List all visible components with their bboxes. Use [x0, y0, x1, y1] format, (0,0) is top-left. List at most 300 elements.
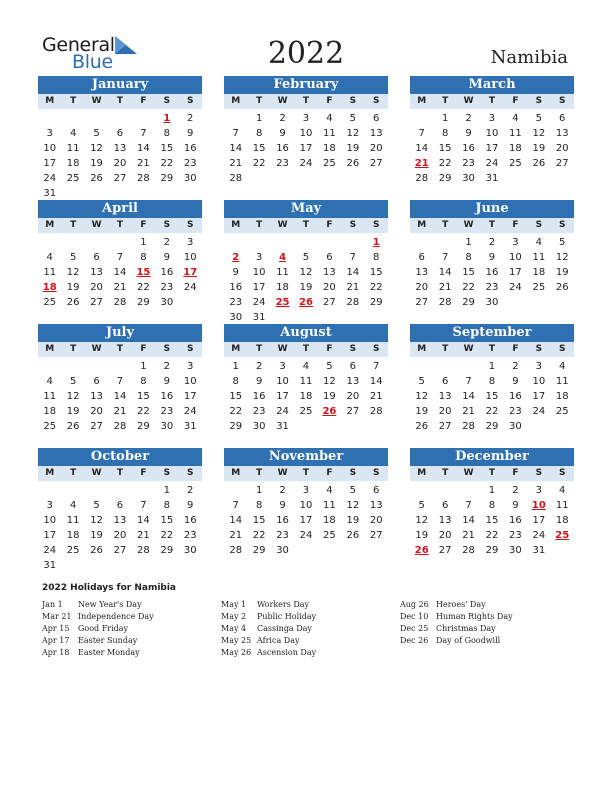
- day-cell: 14: [462, 391, 475, 402]
- month-december: [410, 448, 574, 558]
- empty-cell: [38, 111, 61, 126]
- day-cell: 22: [160, 158, 174, 169]
- weekday-label: F: [326, 468, 333, 478]
- day-cell: 3: [488, 113, 496, 124]
- holiday-item: [42, 611, 222, 623]
- month-september: [410, 324, 574, 434]
- day-cell: 15: [369, 267, 383, 278]
- empty-cell: [38, 359, 61, 374]
- holiday-name: Public Holiday: [257, 612, 317, 621]
- day-grid: [224, 235, 388, 325]
- day-cell: 31: [43, 560, 57, 571]
- day-cell: 29: [485, 545, 499, 556]
- weekday-label: F: [140, 96, 147, 106]
- holiday-date: May 1: [221, 600, 247, 609]
- day-cell: 2: [512, 485, 519, 496]
- month-title: July: [38, 324, 202, 342]
- day-cell: 22: [369, 282, 383, 293]
- empty-cell: [247, 235, 270, 250]
- day-cell: 14: [137, 143, 150, 154]
- weekday-label: S: [559, 468, 566, 478]
- day-grid: [224, 483, 388, 558]
- day-cell: 17: [299, 143, 313, 154]
- weekday-label: F: [140, 220, 147, 230]
- day-cell: 3: [187, 361, 194, 372]
- holiday-name: Christmas Day: [436, 624, 496, 633]
- empty-cell: [132, 483, 155, 498]
- month-november: [224, 448, 388, 558]
- day-cell: 6: [349, 361, 356, 372]
- weekday-label: T: [256, 96, 263, 106]
- empty-cell: [61, 235, 84, 250]
- day-cell: 24: [299, 530, 313, 541]
- holiday-item: [221, 647, 401, 659]
- day-cell: 29: [137, 297, 150, 308]
- day-cell: 23: [229, 297, 243, 308]
- holiday-day: 21: [414, 158, 429, 169]
- holiday-name: Day of Goodwill: [436, 636, 501, 645]
- holiday-item: [42, 599, 222, 611]
- day-cell: 7: [418, 128, 425, 139]
- empty-cell: [457, 483, 480, 498]
- weekday-label: T: [442, 96, 449, 106]
- day-cell: 5: [93, 500, 100, 511]
- day-cell: 27: [346, 406, 360, 417]
- weekday-label: F: [140, 468, 147, 478]
- empty-cell: [294, 235, 317, 250]
- day-cell: 30: [485, 297, 499, 308]
- day-cell: 28: [137, 545, 150, 556]
- empty-cell: [457, 359, 480, 374]
- day-cell: 7: [373, 361, 380, 372]
- weekday-label: S: [373, 468, 380, 478]
- day-cell: 8: [163, 128, 170, 139]
- day-cell: 10: [276, 376, 289, 387]
- day-cell: 30: [229, 312, 243, 323]
- day-cell: 22: [438, 158, 452, 169]
- day-cell: 27: [323, 297, 336, 308]
- weekday-label: W: [277, 468, 288, 478]
- day-cell: 12: [346, 500, 360, 511]
- day-cell: 12: [90, 515, 103, 526]
- day-cell: 12: [532, 128, 546, 139]
- day-grid: [38, 359, 202, 434]
- day-cell: 3: [46, 128, 53, 139]
- holiday-name: Easter Sunday: [78, 636, 138, 645]
- day-cell: 2: [465, 113, 472, 124]
- day-cell: 26: [90, 545, 103, 556]
- day-cell: 18: [323, 515, 336, 526]
- day-cell: 1: [163, 485, 170, 496]
- weekday-label: F: [512, 96, 519, 106]
- day-cell: 24: [509, 282, 522, 293]
- day-cell: 9: [488, 252, 496, 263]
- day-cell: 15: [485, 515, 499, 526]
- day-cell: 15: [229, 391, 243, 402]
- day-cell: 24: [485, 158, 499, 169]
- day-cell: 9: [187, 500, 194, 511]
- day-cell: 11: [43, 391, 57, 402]
- holiday-date: Dec 25: [400, 624, 429, 633]
- day-cell: 25: [43, 297, 57, 308]
- day-cell: 26: [90, 173, 103, 184]
- day-cell: 8: [373, 252, 380, 263]
- empty-cell: [410, 359, 433, 374]
- day-cell: 28: [415, 173, 429, 184]
- day-cell: 6: [116, 128, 124, 139]
- weekday-header: [224, 218, 388, 233]
- day-cell: 22: [137, 406, 150, 417]
- holiday-date: Mar 21: [42, 612, 72, 621]
- day-cell: 18: [66, 530, 80, 541]
- holiday-item: [400, 611, 580, 623]
- day-cell: 17: [276, 391, 289, 402]
- day-cell: 17: [183, 391, 197, 402]
- day-cell: 25: [299, 406, 313, 417]
- day-cell: 7: [349, 252, 356, 263]
- day-cell: 30: [462, 173, 475, 184]
- day-cell: 15: [462, 267, 475, 278]
- day-cell: 28: [137, 173, 150, 184]
- day-cell: 16: [509, 515, 522, 526]
- day-cell: 20: [438, 406, 452, 417]
- day-cell: 25: [555, 406, 569, 417]
- holiday-name: Africa Day: [257, 636, 300, 645]
- day-cell: 25: [323, 530, 336, 541]
- day-cell: 11: [555, 500, 569, 511]
- holiday-date: May 25: [221, 636, 252, 645]
- day-cell: 22: [160, 530, 174, 541]
- day-cell: 7: [232, 128, 239, 139]
- day-cell: 21: [346, 282, 360, 293]
- weekday-label: T: [488, 344, 496, 354]
- day-cell: 4: [559, 361, 566, 372]
- holiday-date: Jan 1: [42, 600, 63, 609]
- day-cell: 18: [299, 391, 313, 402]
- weekday-label: M: [231, 220, 241, 230]
- weekday-header: [224, 94, 388, 109]
- day-cell: 6: [326, 252, 333, 263]
- day-cell: 15: [485, 391, 499, 402]
- day-cell: 5: [69, 376, 77, 387]
- day-cell: 24: [532, 406, 546, 417]
- holiday-day: 1: [163, 113, 171, 124]
- day-cell: 12: [66, 267, 80, 278]
- country-name: Namibia: [490, 47, 568, 68]
- weekday-label: F: [512, 344, 519, 354]
- day-cell: 11: [299, 376, 313, 387]
- day-cell: 27: [369, 158, 383, 169]
- day-cell: 23: [183, 530, 197, 541]
- day-cell: 13: [346, 376, 360, 387]
- day-cell: 12: [555, 252, 569, 263]
- month-title: April: [38, 200, 202, 218]
- day-cell: 15: [252, 515, 266, 526]
- day-cell: 22: [252, 530, 266, 541]
- empty-cell: [433, 235, 456, 250]
- day-cell: 16: [462, 143, 475, 154]
- day-cell: 6: [93, 252, 100, 263]
- day-cell: 31: [276, 421, 289, 432]
- day-cell: 1: [255, 485, 263, 496]
- holiday-day: 25: [275, 297, 290, 308]
- day-cell: 23: [183, 158, 197, 169]
- day-cell: 15: [160, 143, 174, 154]
- day-cell: 9: [512, 500, 519, 511]
- day-cell: 17: [252, 282, 266, 293]
- day-cell: 20: [323, 282, 336, 293]
- holiday-column: [221, 599, 401, 659]
- day-cell: 21: [462, 530, 475, 541]
- day-cell: 21: [369, 391, 383, 402]
- day-cell: 14: [113, 391, 127, 402]
- day-cell: 30: [509, 421, 522, 432]
- weekday-label: T: [116, 96, 124, 106]
- day-cell: 30: [160, 421, 174, 432]
- weekday-label: S: [373, 96, 380, 106]
- day-cell: 16: [485, 267, 499, 278]
- day-cell: 13: [323, 267, 336, 278]
- empty-cell: [61, 111, 84, 126]
- holidays-title: 2022 Holidays for Namibia: [42, 583, 177, 593]
- empty-cell: [271, 235, 294, 250]
- day-cell: 22: [137, 282, 150, 293]
- weekday-label: T: [302, 468, 310, 478]
- weekday-header: [38, 466, 202, 481]
- empty-cell: [132, 111, 155, 126]
- day-cell: 1: [465, 237, 472, 248]
- weekday-header: [224, 466, 388, 481]
- weekday-label: M: [45, 344, 55, 354]
- day-cell: 12: [415, 515, 429, 526]
- weekday-label: M: [45, 96, 55, 106]
- day-cell: 2: [255, 361, 263, 372]
- day-cell: 12: [415, 391, 429, 402]
- day-cell: 19: [532, 143, 546, 154]
- day-cell: 15: [137, 391, 150, 402]
- weekday-label: W: [463, 96, 474, 106]
- day-cell: 29: [160, 545, 174, 556]
- weekday-label: M: [231, 96, 241, 106]
- day-cell: 31: [183, 421, 197, 432]
- day-cell: 3: [302, 113, 310, 124]
- day-cell: 17: [485, 143, 499, 154]
- day-cell: 26: [66, 421, 80, 432]
- day-cell: 23: [160, 282, 174, 293]
- day-cell: 21: [462, 406, 475, 417]
- day-cell: 5: [349, 113, 356, 124]
- day-cell: 19: [346, 143, 360, 154]
- day-cell: 7: [465, 500, 472, 511]
- weekday-label: S: [349, 468, 357, 478]
- holiday-day: 25: [555, 530, 570, 541]
- holiday-name: New Year's Day: [78, 600, 142, 609]
- day-cell: 21: [113, 282, 127, 293]
- day-cell: 4: [69, 128, 77, 139]
- day-cell: 19: [299, 282, 313, 293]
- weekday-label: S: [535, 344, 543, 354]
- weekday-header: [410, 94, 574, 109]
- holiday-date: Aug 26: [400, 600, 429, 609]
- weekday-label: T: [116, 344, 124, 354]
- day-cell: 22: [462, 282, 475, 293]
- weekday-label: T: [256, 468, 263, 478]
- weekday-label: F: [326, 220, 333, 230]
- weekday-label: M: [417, 468, 427, 478]
- empty-cell: [108, 483, 131, 498]
- day-cell: 16: [509, 391, 522, 402]
- day-cell: 17: [299, 515, 313, 526]
- day-cell: 14: [369, 376, 383, 387]
- day-cell: 11: [323, 128, 336, 139]
- holiday-day: 17: [183, 267, 198, 278]
- day-cell: 30: [160, 297, 174, 308]
- weekday-header: [410, 466, 574, 481]
- day-cell: 1: [232, 361, 239, 372]
- day-cell: 25: [323, 158, 336, 169]
- day-cell: 14: [462, 515, 475, 526]
- day-cell: 22: [252, 158, 266, 169]
- day-cell: 12: [299, 267, 313, 278]
- month-july: [38, 324, 202, 434]
- day-cell: 9: [279, 128, 286, 139]
- holiday-date: Apr 15: [42, 624, 70, 633]
- day-cell: 24: [276, 406, 289, 417]
- day-cell: 10: [532, 376, 546, 387]
- day-cell: 12: [66, 391, 80, 402]
- day-cell: 18: [276, 282, 289, 293]
- holiday-item: [42, 635, 222, 647]
- holiday-date: May 26: [221, 648, 252, 657]
- day-cell: 3: [255, 252, 263, 263]
- day-cell: 11: [66, 515, 80, 526]
- day-cell: 8: [441, 128, 449, 139]
- day-cell: 28: [229, 173, 243, 184]
- empty-cell: [85, 483, 108, 498]
- holiday-name: Human Rights Day: [436, 612, 513, 621]
- holiday-name: Heroes' Day: [436, 600, 486, 609]
- day-cell: 20: [438, 530, 452, 541]
- weekday-label: S: [163, 344, 171, 354]
- holiday-day: 1: [372, 237, 380, 248]
- day-cell: 20: [113, 530, 127, 541]
- weekday-label: T: [256, 344, 263, 354]
- day-cell: 17: [43, 158, 57, 169]
- day-cell: 4: [559, 485, 566, 496]
- day-cell: 14: [438, 267, 452, 278]
- day-cell: 19: [415, 530, 429, 541]
- day-cell: 30: [276, 545, 289, 556]
- day-cell: 13: [415, 267, 429, 278]
- day-cell: 24: [299, 158, 313, 169]
- weekday-label: T: [116, 468, 124, 478]
- day-cell: 27: [113, 173, 127, 184]
- day-cell: 28: [462, 421, 475, 432]
- day-cell: 5: [535, 113, 542, 124]
- month-title: March: [410, 76, 574, 94]
- day-grid: [410, 235, 574, 310]
- day-cell: 15: [438, 143, 452, 154]
- day-cell: 11: [555, 376, 569, 387]
- day-cell: 3: [512, 237, 519, 248]
- day-cell: 25: [66, 173, 80, 184]
- day-cell: 27: [369, 530, 383, 541]
- day-cell: 2: [163, 237, 170, 248]
- weekday-label: F: [512, 468, 519, 478]
- weekday-label: T: [302, 220, 310, 230]
- day-cell: 10: [509, 252, 522, 263]
- holiday-name: Workers Day: [257, 600, 310, 609]
- weekday-label: M: [417, 96, 427, 106]
- day-cell: 14: [229, 515, 243, 526]
- weekday-label: S: [163, 220, 171, 230]
- day-cell: 7: [140, 128, 147, 139]
- day-cell: 29: [369, 297, 383, 308]
- day-cell: 7: [116, 376, 124, 387]
- day-cell: 31: [252, 312, 266, 323]
- day-cell: 20: [415, 282, 429, 293]
- day-cell: 29: [462, 297, 475, 308]
- empty-cell: [85, 235, 108, 250]
- day-grid: [224, 111, 388, 186]
- day-cell: 13: [90, 267, 103, 278]
- day-cell: 20: [113, 158, 127, 169]
- month-title: May: [224, 200, 388, 218]
- day-cell: 9: [187, 128, 194, 139]
- empty-cell: [318, 235, 341, 250]
- weekday-label: W: [463, 344, 474, 354]
- day-cell: 1: [488, 485, 496, 496]
- weekday-label: W: [91, 468, 102, 478]
- weekday-label: S: [163, 96, 171, 106]
- day-cell: 1: [140, 237, 147, 248]
- day-cell: 27: [438, 545, 452, 556]
- weekday-label: M: [45, 468, 55, 478]
- day-cell: 5: [326, 361, 333, 372]
- day-cell: 8: [255, 500, 263, 511]
- day-cell: 7: [232, 500, 239, 511]
- day-cell: 19: [323, 391, 336, 402]
- day-cell: 14: [346, 267, 360, 278]
- day-cell: 20: [369, 143, 383, 154]
- weekday-label: F: [326, 344, 333, 354]
- day-cell: 13: [90, 391, 103, 402]
- day-cell: 7: [441, 252, 449, 263]
- weekday-label: T: [442, 344, 449, 354]
- holiday-item: [42, 623, 222, 635]
- day-cell: 8: [488, 376, 496, 387]
- empty-cell: [108, 111, 131, 126]
- weekday-label: T: [70, 220, 77, 230]
- weekday-label: S: [373, 344, 380, 354]
- day-cell: 26: [66, 297, 80, 308]
- day-cell: 11: [532, 252, 546, 263]
- day-grid: [38, 235, 202, 310]
- day-cell: 17: [532, 515, 546, 526]
- day-cell: 2: [279, 113, 286, 124]
- day-cell: 18: [555, 515, 569, 526]
- day-cell: 7: [140, 500, 147, 511]
- holiday-item: [42, 647, 222, 659]
- day-cell: 6: [441, 376, 449, 387]
- weekday-header: [38, 94, 202, 109]
- day-cell: 24: [183, 406, 197, 417]
- day-cell: 4: [302, 361, 310, 372]
- month-january: [38, 76, 202, 201]
- day-cell: 9: [465, 128, 472, 139]
- day-cell: 10: [485, 128, 499, 139]
- day-cell: 11: [323, 500, 336, 511]
